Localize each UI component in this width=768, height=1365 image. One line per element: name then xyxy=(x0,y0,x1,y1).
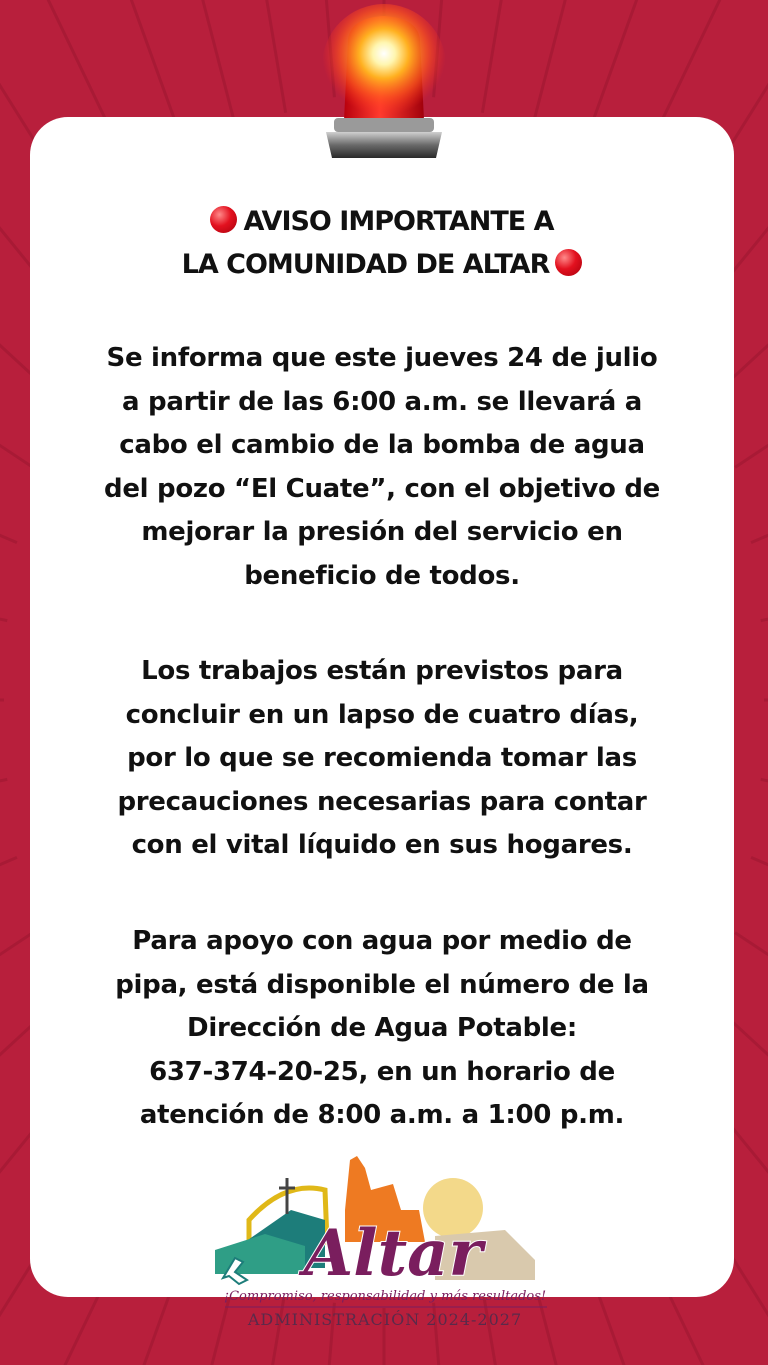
paragraph-line: cabo el cambio de la bomba de agua xyxy=(119,430,645,460)
altar-logo xyxy=(205,1150,565,1330)
title-line-1: AVISO IMPORTANTE A xyxy=(30,200,734,243)
paragraph-line: Se informa que este jueves 24 de julio xyxy=(106,343,658,373)
paragraph-line: atención de 8:00 a.m. a 1:00 p.m. xyxy=(139,1100,625,1130)
siren-light-icon xyxy=(300,0,468,165)
paragraph-line: Dirección de Agua Potable: xyxy=(187,1013,577,1043)
notice-paragraph-2 xyxy=(30,650,734,868)
logo-wordmark: Altar xyxy=(303,1216,483,1291)
notice-title xyxy=(30,200,734,286)
paragraph-line: del pozo “El Cuate”, con el objetivo de xyxy=(104,473,660,504)
paragraph-line: Para apoyo con agua por medio de xyxy=(132,926,632,956)
paragraph-line: con el vital líquido en sus hogares. xyxy=(131,830,633,860)
paragraph-line: 637-374-20-25, en un horario de xyxy=(149,1056,615,1087)
logo-administration: ADMINISTRACIÓN 2024-2027 xyxy=(247,1310,523,1329)
red-circle-icon xyxy=(555,249,582,276)
red-circle-icon xyxy=(210,206,237,233)
paragraph-line: beneficio de todos. xyxy=(244,560,520,591)
paragraph-line: concluir en un lapso de cuatro días, xyxy=(125,699,639,730)
title-line-2: LA COMUNIDAD DE ALTAR xyxy=(30,243,734,286)
paragraph-line: precauciones necesarias para contar xyxy=(117,786,647,817)
paragraph-line: por lo que se recomienda tomar las xyxy=(127,743,637,773)
paragraph-line: Los trabajos están previstos para xyxy=(141,656,623,686)
paragraph-line: mejorar la presión del servicio en xyxy=(141,517,623,547)
paragraph-line: a partir de las 6:00 a.m. se llevará a xyxy=(122,386,642,417)
logo-slogan: ¡Compromiso, responsabilidad y más resultados! xyxy=(223,1289,547,1304)
paragraph-line: pipa, está disponible el número de la xyxy=(115,969,649,1000)
notice-paragraph-1 xyxy=(30,337,734,598)
notice-paragraph-3 xyxy=(30,920,734,1138)
